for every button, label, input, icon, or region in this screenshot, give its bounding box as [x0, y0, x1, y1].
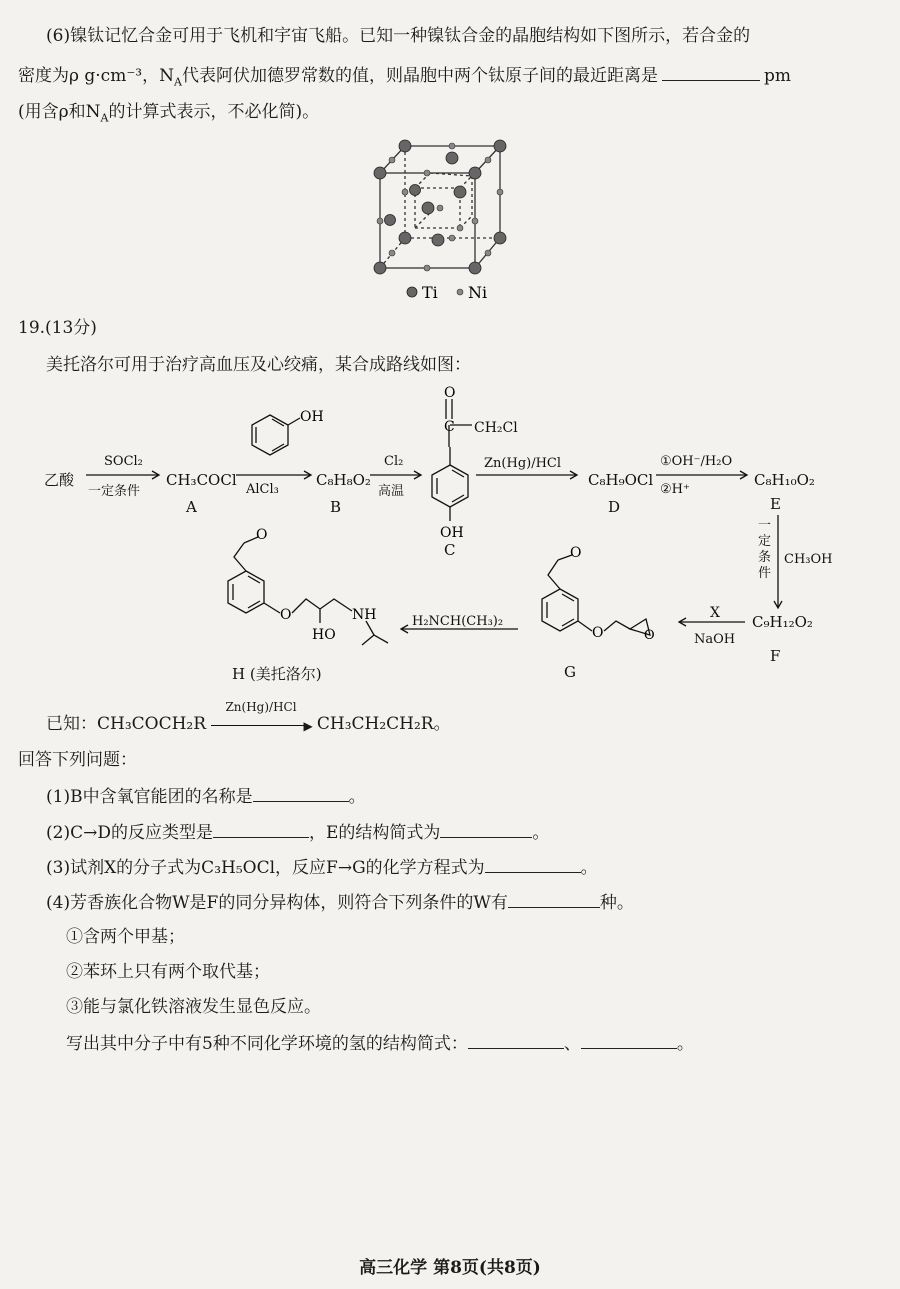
legend-ti-label: Ti	[422, 283, 438, 302]
answer-blank-q4[interactable]	[508, 893, 600, 908]
q4-structure-prompt: 写出其中分子中有5种不同化学环境的氢的结构简式： 、 。	[66, 1034, 694, 1054]
reagent-naoh: NaOH	[694, 632, 736, 647]
svg-text:定: 定	[758, 534, 772, 549]
answer-blank-q4-struct2[interactable]	[581, 1034, 677, 1049]
q1: (1)B中含氧官能团的名称是 。	[46, 787, 366, 807]
compound-h-nh: NH	[352, 607, 377, 623]
reagent-alcl3: AlCl₃	[246, 482, 279, 497]
reagent-cl2: Cl₂	[384, 454, 404, 469]
compound-e-formula: C₈H₁₀O₂	[754, 471, 815, 489]
compound-g-ether-o: O	[592, 625, 604, 641]
compound-e-label: E	[770, 495, 781, 513]
svg-text:条: 条	[758, 550, 772, 565]
condition-high-temp: 高温	[378, 484, 405, 499]
legend-ti-marker	[407, 287, 417, 297]
compound-h-ome: O	[256, 527, 268, 543]
compound-c-carbon: C	[444, 419, 455, 435]
condition-1-text: ①含两个甲基；	[66, 927, 185, 947]
compound-h-label: H (美托洛尔)	[232, 665, 322, 683]
compound-c-o: O	[444, 385, 456, 401]
known-arrow: Zn(Hg)/HCl ▶	[211, 717, 311, 733]
answer-blank-q2-type[interactable]	[213, 823, 309, 838]
svg-text:件: 件	[758, 566, 772, 581]
compound-c-label: C	[444, 541, 456, 559]
condition-2-text: ②苯环上只有两个取代基；	[66, 962, 270, 982]
answer-blank-q3[interactable]	[485, 858, 581, 873]
q6-line3: (用含ρ和$N_A$的计算式表示，不必化简)。	[18, 102, 320, 125]
compound-a-label: A	[186, 498, 197, 516]
compound-c-oh: OH	[440, 525, 464, 541]
compound-b-label: B	[330, 498, 342, 516]
compound-b-formula: C₈H₈O₂	[316, 471, 371, 489]
known-reaction: 已知：CH₃COCH₂R Zn(Hg)/HCl ▶ CH₃CH₂CH₂R。	[46, 699, 451, 734]
condition-1: 一定条件	[88, 484, 141, 499]
q19-header: 19.(13分)	[18, 318, 97, 338]
reagent-zn-hg: Zn(Hg)/HCl	[484, 456, 562, 471]
compound-g-ome: O	[570, 545, 582, 561]
compound-h-ether-o: O	[280, 607, 292, 623]
compound-h-ho: HO	[312, 627, 336, 643]
q2: (2)C→D的反应类型是 ，E的结构简式为 。	[46, 823, 550, 843]
q4: (4)芳香族化合物W是F的同分异构体，则符合下列条件的W有 种。	[46, 893, 634, 913]
reagent-isopropylamine: H₂NCH(CH₃)₂	[412, 614, 504, 629]
compound-a-formula: CH₃COCl	[166, 471, 237, 489]
compound-g-epoxide-o: O	[644, 628, 655, 643]
reagent-h: ②H⁺	[660, 482, 690, 497]
q19-intro: 美托洛尔可用于治疗高血压及心绞痛，某合成路线如图：	[46, 355, 471, 375]
compound-d-label: D	[608, 498, 621, 516]
compound-h-structure	[228, 537, 388, 645]
answer-blank-q4-struct1[interactable]	[468, 1034, 564, 1049]
reagent-x: X	[710, 605, 720, 621]
synthesis-scheme	[0, 385, 900, 705]
legend-ni-marker	[457, 289, 463, 295]
phenol-oh: OH	[300, 409, 324, 425]
reagent-oh: ①OH⁻/H₂O	[660, 454, 733, 469]
compound-c-structure	[432, 399, 472, 521]
compound-g-label: G	[564, 663, 576, 681]
compound-f-label: F	[770, 647, 781, 665]
legend-ni-label: Ni	[468, 283, 488, 302]
q6-line2: 密度为ρ g·cm⁻³，$N_A$代表阿伏加德罗常数的值，则晶胞中两个钛原子间的最近距离是 pm	[18, 66, 791, 89]
phenol-structure	[252, 415, 300, 455]
answer-blank-q2-e[interactable]	[440, 823, 532, 838]
svg-text:一: 一	[758, 518, 772, 533]
crystal-cell-diagram	[360, 128, 540, 306]
compound-c-group: CH₂Cl	[474, 420, 518, 436]
start-material: 乙酸	[44, 471, 75, 489]
reagent-socl2: SOCl₂	[104, 454, 143, 469]
condition-3-text: ③能与氯化铁溶液发生显色反应。	[66, 997, 321, 1017]
condition-6-vertical	[758, 518, 771, 581]
questions-intro: 回答下列问题：	[18, 750, 137, 770]
q6-line1: (6)镍钛记忆合金可用于飞机和宇宙飞船。已知一种镍钛合金的晶胞结构如下图所示，若合金的	[46, 26, 751, 46]
compound-g-structure	[542, 555, 650, 635]
answer-blank-q6[interactable]	[662, 66, 760, 81]
answer-blank-q1[interactable]	[253, 787, 349, 802]
page-footer: 高三化学 第8页(共8页)	[359, 1258, 541, 1278]
reagent-ch3oh: CH₃OH	[784, 552, 833, 567]
q3: (3)试剂X的分子式为C₃H₅OCl，反应F→G的化学方程式为 。	[46, 858, 598, 878]
compound-f-formula: C₉H₁₂O₂	[752, 613, 813, 631]
compound-d-formula: C₈H₉OCl	[588, 471, 654, 489]
